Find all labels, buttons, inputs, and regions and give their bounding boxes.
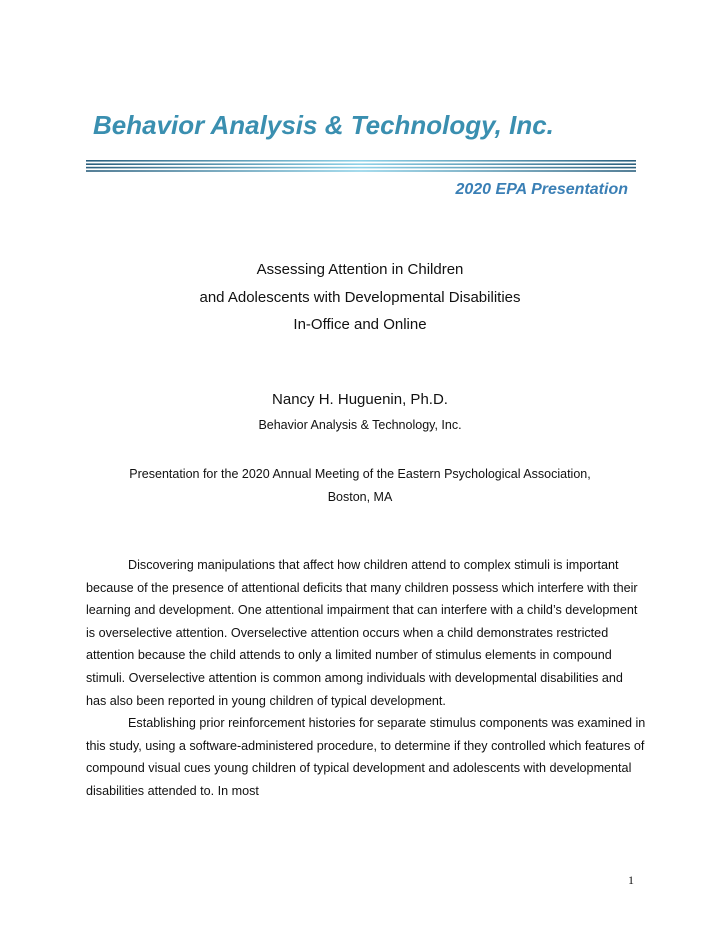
title-line-3: In-Office and Online: [293, 316, 427, 333]
presentation-line-2: Boston, MA: [327, 490, 393, 504]
header-rule: [86, 160, 636, 173]
author-affiliation: Behavior Analysis & Technology, Inc.: [258, 418, 462, 432]
header-rule-graphic: [86, 160, 636, 173]
body-text: [86, 554, 646, 803]
page-number: 1: [628, 873, 634, 887]
presentation-line-1: Presentation for the 2020 Annual Meeting of the Eastern Psychological Association,: [129, 467, 591, 481]
presentation-subtitle: 2020 EPA Presentation: [455, 181, 628, 198]
title-line-1: Assessing Attention in Children: [256, 261, 464, 278]
company-title: Behavior Analysis & Technology, Inc.: [93, 110, 554, 140]
author-name: Nancy H. Huguenin, Ph.D.: [272, 391, 448, 408]
body-paragraph-1: Discovering manipulations that affect how children attend to complex stimuli is important because of the presence of attentional deficits that many children possess which interfere with their learning and development. One attentional impairment that can interfere with a child’s development is overselective attention. Overselective attention occurs when a child demonstrates restricted attention because the child attends to only a limited number of stimulus elements in compound stimuli. Overselective attention is common among individuals with developmental disabilities and has also been reported in young children of typical development.: [86, 558, 638, 708]
title-line-2: and Adolescents with Developmental Disabilities: [199, 289, 521, 306]
body-paragraph-2: Establishing prior reinforcement histories for separate stimulus components was examined in this study, using a software-administered procedure, to determine if they controlled which features of compound visual cues young children of typical development and adolescents with developmental disabilities attended to. In most: [86, 716, 646, 798]
